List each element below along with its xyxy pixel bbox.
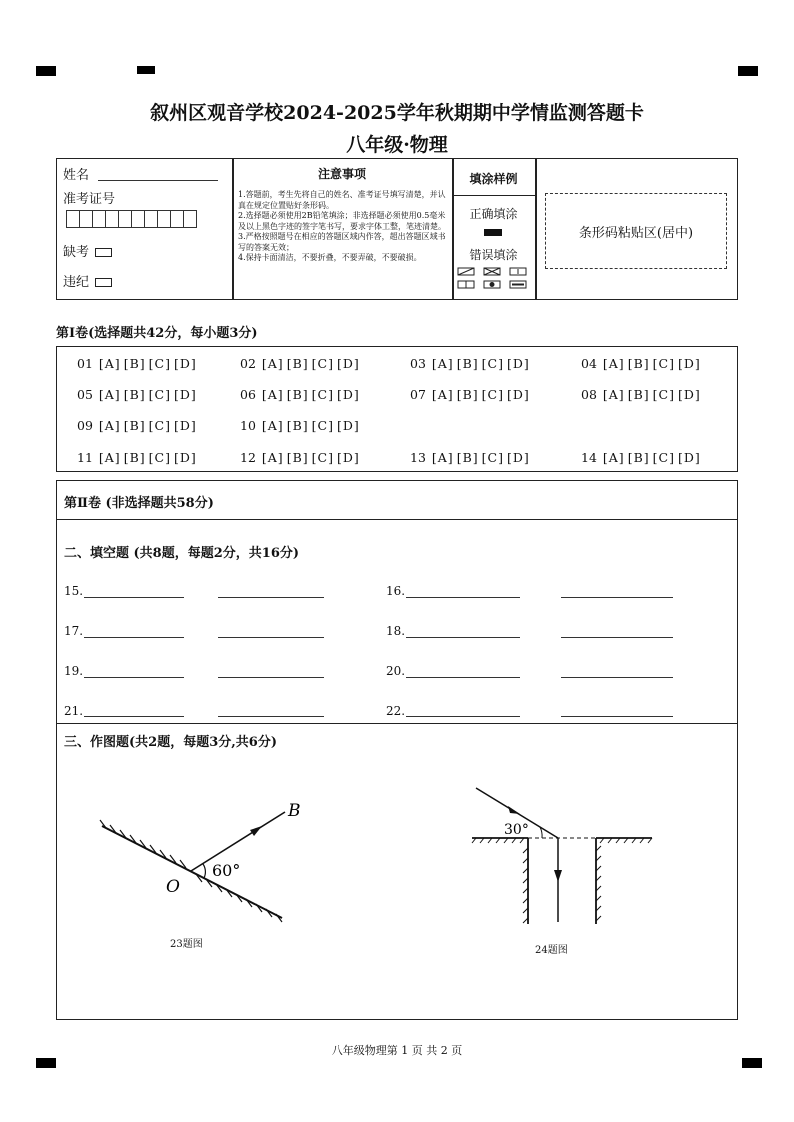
- fill-number: 18.: [386, 624, 406, 638]
- fill-blank[interactable]: [218, 637, 324, 638]
- option-bubble[interactable]: [C]: [148, 450, 171, 465]
- wrong-fill-examples: [456, 266, 534, 292]
- option-bubble[interactable]: [D]: [677, 387, 701, 402]
- fill-blank[interactable]: [561, 677, 673, 678]
- figure-23-caption: 23题图: [170, 939, 203, 950]
- option-bubble[interactable]: [D]: [506, 387, 530, 402]
- option-bubble[interactable]: [B]: [627, 450, 650, 465]
- option-bubble[interactable]: [D]: [336, 356, 360, 371]
- option-bubble[interactable]: [B]: [123, 387, 146, 402]
- question-number: 14: [581, 450, 597, 465]
- notice-item: 1.答题前，考生先将自己的姓名、准考证号填写清楚，并认真在规定位置贴好条形码。: [238, 190, 446, 210]
- fill-blank[interactable]: [561, 716, 673, 717]
- option-bubble[interactable]: [C]: [311, 387, 334, 402]
- question-number: 06: [240, 387, 256, 402]
- fill-blank[interactable]: [218, 716, 324, 717]
- option-bubble[interactable]: [D]: [173, 356, 197, 371]
- wrong-fill-label: 错误填涂: [469, 248, 518, 262]
- fill-sample-title: 填涂样例: [469, 172, 518, 186]
- option-bubble[interactable]: [C]: [481, 387, 504, 402]
- choice-question: [77, 418, 200, 433]
- angle-label: 30°: [504, 822, 529, 838]
- fill-blank[interactable]: [406, 597, 520, 598]
- notice-title: 注意事项: [317, 167, 366, 181]
- option-bubble[interactable]: [D]: [677, 356, 701, 371]
- fill-number: 16.: [386, 584, 406, 598]
- option-bubble[interactable]: [C]: [311, 450, 334, 465]
- absent-label: 缺考: [63, 245, 90, 260]
- absent-checkbox[interactable]: [95, 248, 112, 257]
- option-bubble[interactable]: [C]: [652, 387, 675, 402]
- choice-question: [410, 450, 533, 465]
- option-bubble[interactable]: [A]: [602, 356, 625, 371]
- fill-number: 20.: [386, 664, 406, 678]
- option-bubble[interactable]: [B]: [123, 356, 146, 371]
- option-bubble[interactable]: [D]: [336, 450, 360, 465]
- fill-blank[interactable]: [561, 597, 673, 598]
- page-subtitle: 八年级·物理: [346, 134, 448, 156]
- option-bubble[interactable]: [B]: [627, 387, 650, 402]
- question-number: 03: [410, 356, 426, 371]
- choice-question: [581, 450, 704, 465]
- option-bubble[interactable]: [A]: [261, 356, 284, 371]
- section1-title: 第Ⅰ卷(选择题共42分，每小题3分): [56, 326, 258, 341]
- fill-in-title: 二、填空题 (共8题，每题2分，共16分): [64, 546, 300, 561]
- option-bubble[interactable]: [B]: [627, 356, 650, 371]
- option-bubble[interactable]: [B]: [286, 450, 309, 465]
- choice-question: [240, 387, 363, 402]
- section2-title: 第Ⅱ卷 (非选择题共58分): [64, 496, 214, 511]
- fill-blank[interactable]: [406, 637, 520, 638]
- choice-question: [581, 387, 704, 402]
- option-bubble[interactable]: [D]: [336, 387, 360, 402]
- option-bubble[interactable]: [A]: [431, 387, 454, 402]
- figure-24-caption: 24题图: [535, 945, 568, 956]
- option-bubble[interactable]: [D]: [677, 450, 701, 465]
- option-bubble[interactable]: [A]: [602, 450, 625, 465]
- correct-fill-label: 正确填涂: [469, 207, 518, 221]
- option-bubble[interactable]: [A]: [261, 450, 284, 465]
- absent-row: [63, 241, 112, 260]
- option-bubble[interactable]: [D]: [506, 356, 530, 371]
- option-bubble[interactable]: [C]: [652, 450, 675, 465]
- fill-blank[interactable]: [84, 677, 184, 678]
- registration-mark-top-center: [137, 66, 155, 74]
- choice-question: [410, 356, 533, 371]
- violation-checkbox[interactable]: [95, 278, 112, 287]
- question-number: 01: [77, 356, 93, 371]
- correct-fill-example: [484, 229, 502, 236]
- violation-row: [63, 271, 112, 290]
- notice-item: 3.严格按照题号在相应的答题区域内作答，超出答题区域书写的答案无效；: [238, 232, 446, 252]
- label-o: O: [166, 877, 180, 897]
- option-bubble[interactable]: [A]: [261, 387, 284, 402]
- option-bubble[interactable]: [B]: [456, 450, 479, 465]
- option-bubble[interactable]: [A]: [98, 356, 121, 371]
- fill-blank[interactable]: [561, 637, 673, 638]
- registration-mark-bottom-right: [742, 1058, 762, 1068]
- page-footer: 八年级物理第 1 页 共 2 页: [331, 1044, 463, 1057]
- question-number: 04: [581, 356, 597, 371]
- question-number: 12: [240, 450, 256, 465]
- wall-hatch: [472, 838, 652, 923]
- exam-id-boxes[interactable]: [66, 210, 196, 228]
- question-number: 07: [410, 387, 426, 402]
- fill-number: 15.: [64, 584, 84, 598]
- option-bubble[interactable]: [C]: [148, 387, 171, 402]
- option-bubble[interactable]: [C]: [311, 418, 334, 433]
- question-number: 10: [240, 418, 256, 433]
- registration-mark-top-right: [738, 66, 758, 76]
- option-bubble[interactable]: [B]: [123, 418, 146, 433]
- question-number: 02: [240, 356, 256, 371]
- question-number: 08: [581, 387, 597, 402]
- option-bubble[interactable]: [B]: [123, 450, 146, 465]
- option-bubble[interactable]: [C]: [652, 356, 675, 371]
- label-b: B: [288, 801, 300, 821]
- option-bubble[interactable]: [D]: [336, 418, 360, 433]
- option-bubble[interactable]: [A]: [98, 418, 121, 433]
- option-bubble[interactable]: [D]: [506, 450, 530, 465]
- option-bubble[interactable]: [C]: [481, 450, 504, 465]
- fill-blank[interactable]: [218, 597, 324, 598]
- fill-blank[interactable]: [84, 597, 184, 598]
- page-title: 叙州区观音学校2024-2025学年秋期期中学情监测答题卡: [150, 102, 644, 124]
- choice-question: [77, 356, 200, 371]
- option-bubble[interactable]: [A]: [602, 387, 625, 402]
- choice-question: [77, 387, 200, 402]
- drawing-title: 三、作图题(共2题，每题3分,共6分): [64, 735, 277, 750]
- fill-blank[interactable]: [84, 716, 184, 717]
- section2-area: [56, 480, 738, 1020]
- notice-item: 4.保持卡面清洁，不要折叠，不要弄破，不要破损。: [238, 253, 422, 262]
- option-bubble[interactable]: [B]: [286, 418, 309, 433]
- option-bubble[interactable]: [C]: [148, 418, 171, 433]
- option-bubble[interactable]: [C]: [148, 356, 171, 371]
- option-bubble[interactable]: [B]: [456, 356, 479, 371]
- fill-blank[interactable]: [406, 716, 520, 717]
- option-bubble[interactable]: [C]: [311, 356, 334, 371]
- notice-list: [238, 190, 448, 264]
- registration-mark-bottom-left: [36, 1058, 56, 1068]
- option-bubble[interactable]: [D]: [173, 418, 197, 433]
- option-bubble[interactable]: [D]: [173, 387, 197, 402]
- option-bubble[interactable]: [C]: [481, 356, 504, 371]
- fill-blank[interactable]: [84, 637, 184, 638]
- option-bubble[interactable]: [A]: [98, 387, 121, 402]
- choice-question: [77, 450, 200, 465]
- barcode-label: 条形码粘贴区(居中): [578, 226, 694, 241]
- fill-blank[interactable]: [406, 677, 520, 678]
- fill-number: 17.: [64, 624, 84, 638]
- question-number: 11: [77, 450, 93, 465]
- choice-question: [581, 356, 704, 371]
- option-bubble[interactable]: [A]: [431, 450, 454, 465]
- option-bubble[interactable]: [A]: [431, 356, 454, 371]
- fill-number: 22.: [386, 704, 406, 718]
- question-number: 13: [410, 450, 426, 465]
- option-bubble[interactable]: [B]: [456, 387, 479, 402]
- option-bubble[interactable]: [A]: [261, 418, 284, 433]
- name-label: 姓名: [63, 168, 90, 183]
- angle-label: 60°: [212, 861, 241, 880]
- question-number: 09: [77, 418, 93, 433]
- name-field[interactable]: [98, 180, 218, 181]
- notice-item: 2.选择题必须使用2B铅笔填涂；非选择题必须使用0.5毫米及以上黑色字迹的签字笔书写，要求字体工整，笔迹清楚。: [238, 211, 446, 231]
- fill-number: 21.: [64, 704, 84, 718]
- figure-23[interactable]: [90, 790, 300, 930]
- fill-blank[interactable]: [218, 677, 324, 678]
- exam-id-label: 准考证号: [63, 192, 116, 207]
- option-bubble[interactable]: [B]: [286, 356, 309, 371]
- registration-mark-top-left: [36, 66, 56, 76]
- fill-number: 19.: [64, 664, 84, 678]
- violation-label: 违纪: [63, 275, 90, 290]
- choice-question: [240, 450, 363, 465]
- option-bubble[interactable]: [B]: [286, 387, 309, 402]
- option-bubble[interactable]: [A]: [98, 450, 121, 465]
- figure-24[interactable]: [470, 782, 660, 932]
- option-bubble[interactable]: [D]: [173, 450, 197, 465]
- choice-question: [240, 418, 363, 433]
- choice-question: [240, 356, 363, 371]
- question-number: 05: [77, 387, 93, 402]
- choice-question: [410, 387, 533, 402]
